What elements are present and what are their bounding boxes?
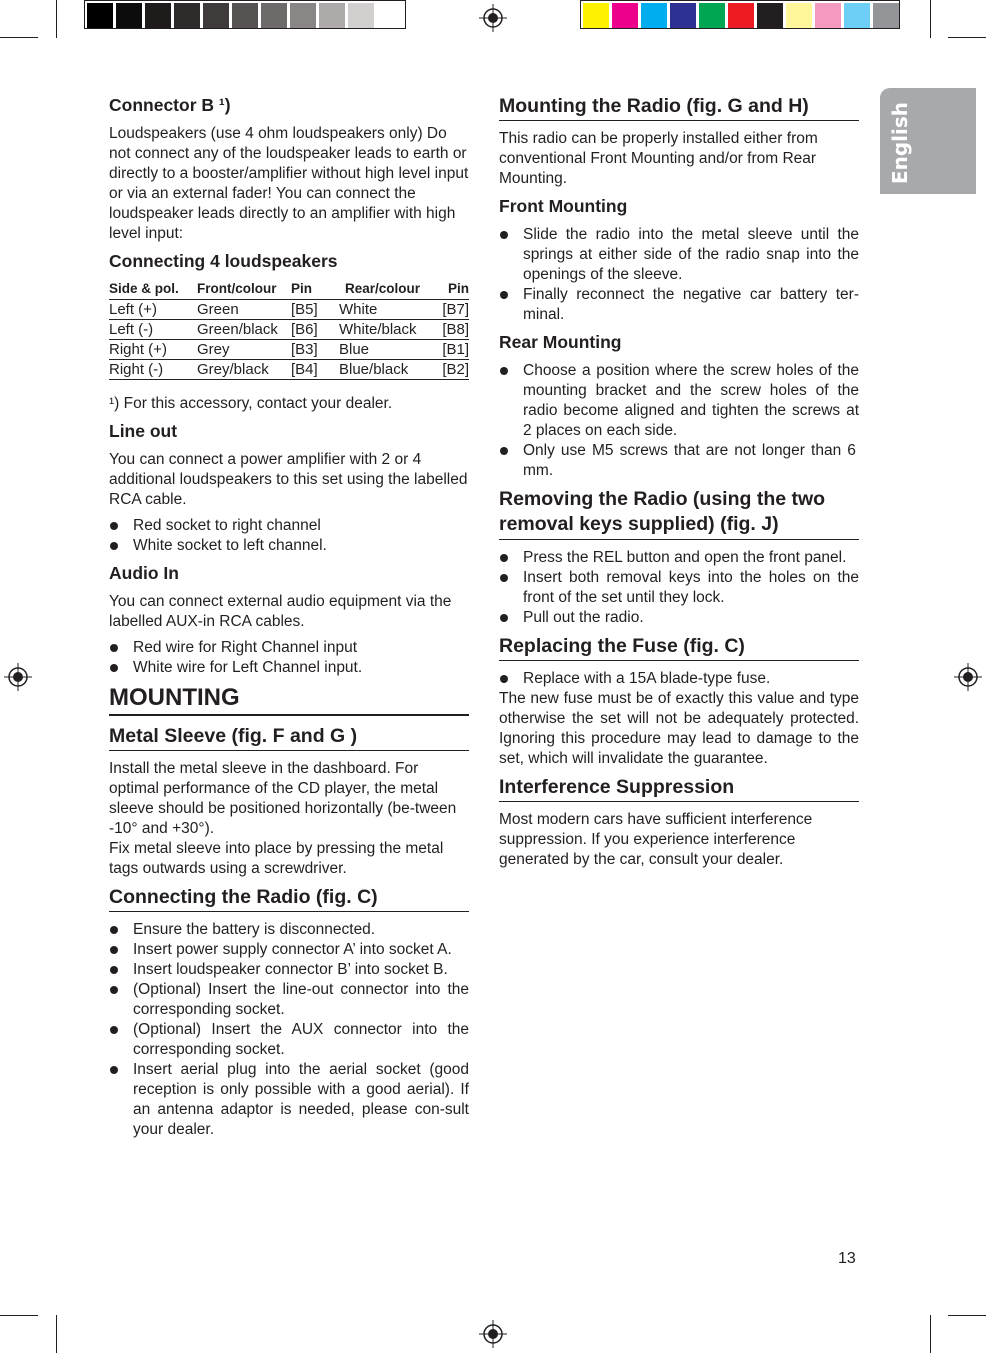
connector-b-title: Connector B ¹) [109,95,231,115]
crop-mark [56,1315,57,1353]
pin-table-header-cell: Side & pol. [109,280,197,300]
crop-mark [930,0,931,38]
crop-mark [0,37,38,38]
table-cell: Left (-) [109,320,197,340]
crop-mark [948,1315,986,1316]
table-row [109,360,469,380]
list-item: Red socket to right channel [109,516,469,536]
crop-mark [948,37,986,38]
crop-mark [56,0,57,38]
list-item: (Optional) Insert the line-out connector into the corresponding socket. [109,980,469,1020]
mounting-heading: MOUNTING [109,684,469,716]
registration-mark-icon [479,4,507,32]
color-swatch [116,3,142,28]
pin-table-header-cell: Pin [439,280,469,300]
color-swatch [290,3,316,28]
table-cell: [B5] [291,300,339,320]
color-swatch [145,3,171,28]
table-cell: [B7] [439,300,469,320]
color-swatch [728,3,754,28]
metal-sleeve-text: Install the metal sleeve in the dashboard. For optimal performance of the CD player, the metal sleeve should be positioned horizontally (be-tween -10° and +30°). [109,760,457,837]
language-tab-label: English [888,102,912,185]
footnote: ¹) For this accessory, contact your dealer. [109,395,393,412]
color-swatch [757,3,783,28]
connecting-radio-title: Connecting the Radio (fig. C) [109,885,469,912]
list-item: White wire for Left Channel input. [109,658,469,678]
table-cell: [B1] [439,340,469,360]
rear-mounting-list [499,361,859,481]
color-swatch [348,3,374,28]
color-swatch [174,3,200,28]
removing-title: Removing the Radio (using the two removal keys supplied) (fig. J) [499,487,859,540]
front-mounting-list [499,225,859,325]
table-cell: Grey/black [197,360,291,380]
pin-table-header-cell: Pin [291,280,339,300]
table-row [109,340,469,360]
connector-b-text: Loudspeakers (use 4 ohm loudspeakers only) Do not connect any of the loudspeaker leads to earth or directly to a booster/amplifier without high level input or via an external fader! You can connect the loudspeaker leads directly to an amplifier with high level input: [109,125,469,242]
list-item: Insert both removal keys into the holes on the front of the set until they lock. [499,568,859,608]
fuse-title: Replacing the Fuse (fig. C) [499,634,859,661]
list-item: Ensure the battery is disconnected. [109,920,469,940]
registration-mark-icon [954,663,982,691]
list-item: Choose a position where the screw holes of the mounting bracket and the screw holes of the radio become aligned and tighten the screws at 2 places on each side. [499,361,859,441]
color-swatch [377,3,403,28]
color-swatch [261,3,287,28]
left-column [109,94,469,1146]
right-column [499,94,859,876]
front-mounting-title: Front Mounting [499,196,628,216]
rear-mounting-title: Rear Mounting [499,332,622,352]
list-item: Finally reconnect the negative car battery ter-minal. [499,285,859,325]
mounting-radio-text: This radio can be properly installed either from conventional Front Mounting and/or from Rear Mounting. [499,130,818,187]
list-item: Insert aerial plug into the aerial socket (good reception is only possible with a good aerial). If an antenna adaptor is needed, please con-sult your dealer. [109,1060,469,1140]
list-item: Red wire for Right Channel input [109,638,469,658]
pin-table-header-cell: Front/colour [197,280,291,300]
list-item: (Optional) Insert the AUX connector into the corresponding socket. [109,1020,469,1060]
grayscale-bar [84,0,406,29]
audio-in-list [109,638,469,678]
table-cell: White/black [339,320,439,340]
audio-in-text: You can connect external audio equipment via the labelled AUX-in RCA cables. [109,593,452,630]
table-cell: Blue/black [339,360,439,380]
list-item: Pull out the radio. [499,608,859,628]
list-item: Replace with a 15A blade-type fuse. [499,669,859,689]
audio-in-title: Audio In [109,563,179,583]
color-bar [580,0,900,29]
table-cell: Blue [339,340,439,360]
list-item: White socket to left channel. [109,536,469,556]
color-swatch [583,3,609,28]
removing-list [499,548,859,628]
fuse-text: The new fuse must be of exactly this value and type otherwise the set will not be adequately protected. Ignoring this procedure may lead to damage to the set, which will invalidate the guarantee. [499,690,859,767]
pin-table-header [109,280,469,300]
color-swatch [612,3,638,28]
connecting4-title: Connecting 4 loudspeakers [109,251,338,271]
fuse-list [499,669,859,689]
table-row [109,300,469,320]
table-cell: Left (+) [109,300,197,320]
color-swatch [641,3,667,28]
language-tab [880,88,976,194]
pin-table-header-cell: Rear/colour [339,280,439,300]
line-out-list [109,516,469,556]
pin-table [109,280,469,380]
color-swatch [670,3,696,28]
connecting-radio-list [109,920,469,1140]
mounting-radio-title: Mounting the Radio (fig. G and H) [499,94,859,121]
crop-mark [930,1315,931,1353]
color-swatch [873,3,899,28]
color-swatch [699,3,725,28]
table-cell: White [339,300,439,320]
list-item: Insert power supply connector A’ into socket A. [109,940,469,960]
metal-sleeve-text-2: Fix metal sleeve into place by pressing the metal tags outwards using a screwdriver. [109,840,444,877]
registration-mark-icon [4,663,32,691]
crop-mark [0,1315,38,1316]
interference-text: Most modern cars have sufficient interference suppression. If you experience interference generated by the car, consult your dealer. [499,811,813,868]
table-row [109,320,469,340]
list-item: Slide the radio into the metal sleeve until the springs at either side of the radio snap into the openings of the sleeve. [499,225,859,285]
color-swatch [844,3,870,28]
list-item: Only use M5 screws that are not longer than 6 mm. [499,441,859,481]
color-swatch [232,3,258,28]
page-number: 13 [838,1250,856,1267]
table-cell: [B6] [291,320,339,340]
list-item: Press the REL button and open the front panel. [499,548,859,568]
color-swatch [87,3,113,28]
table-cell: [B4] [291,360,339,380]
line-out-title: Line out [109,421,178,441]
color-swatch [786,3,812,28]
table-cell: [B8] [439,320,469,340]
interference-title: Interference Suppression [499,775,859,802]
color-swatch [203,3,229,28]
line-out-text: You can connect a power amplifier with 2 or 4 additional loudspeakers to this set using the labelled RCA cable. [109,451,468,508]
table-cell: Right (-) [109,360,197,380]
table-cell: Green/black [197,320,291,340]
color-swatch [815,3,841,28]
table-cell: [B3] [291,340,339,360]
metal-sleeve-title: Metal Sleeve (fig. F and G ) [109,724,469,751]
table-cell: [B2] [439,360,469,380]
table-cell: Grey [197,340,291,360]
color-swatch [319,3,345,28]
registration-mark-icon [479,1320,507,1348]
table-cell: Green [197,300,291,320]
list-item: Insert loudspeaker connector B’ into socket B. [109,960,469,980]
table-cell: Right (+) [109,340,197,360]
